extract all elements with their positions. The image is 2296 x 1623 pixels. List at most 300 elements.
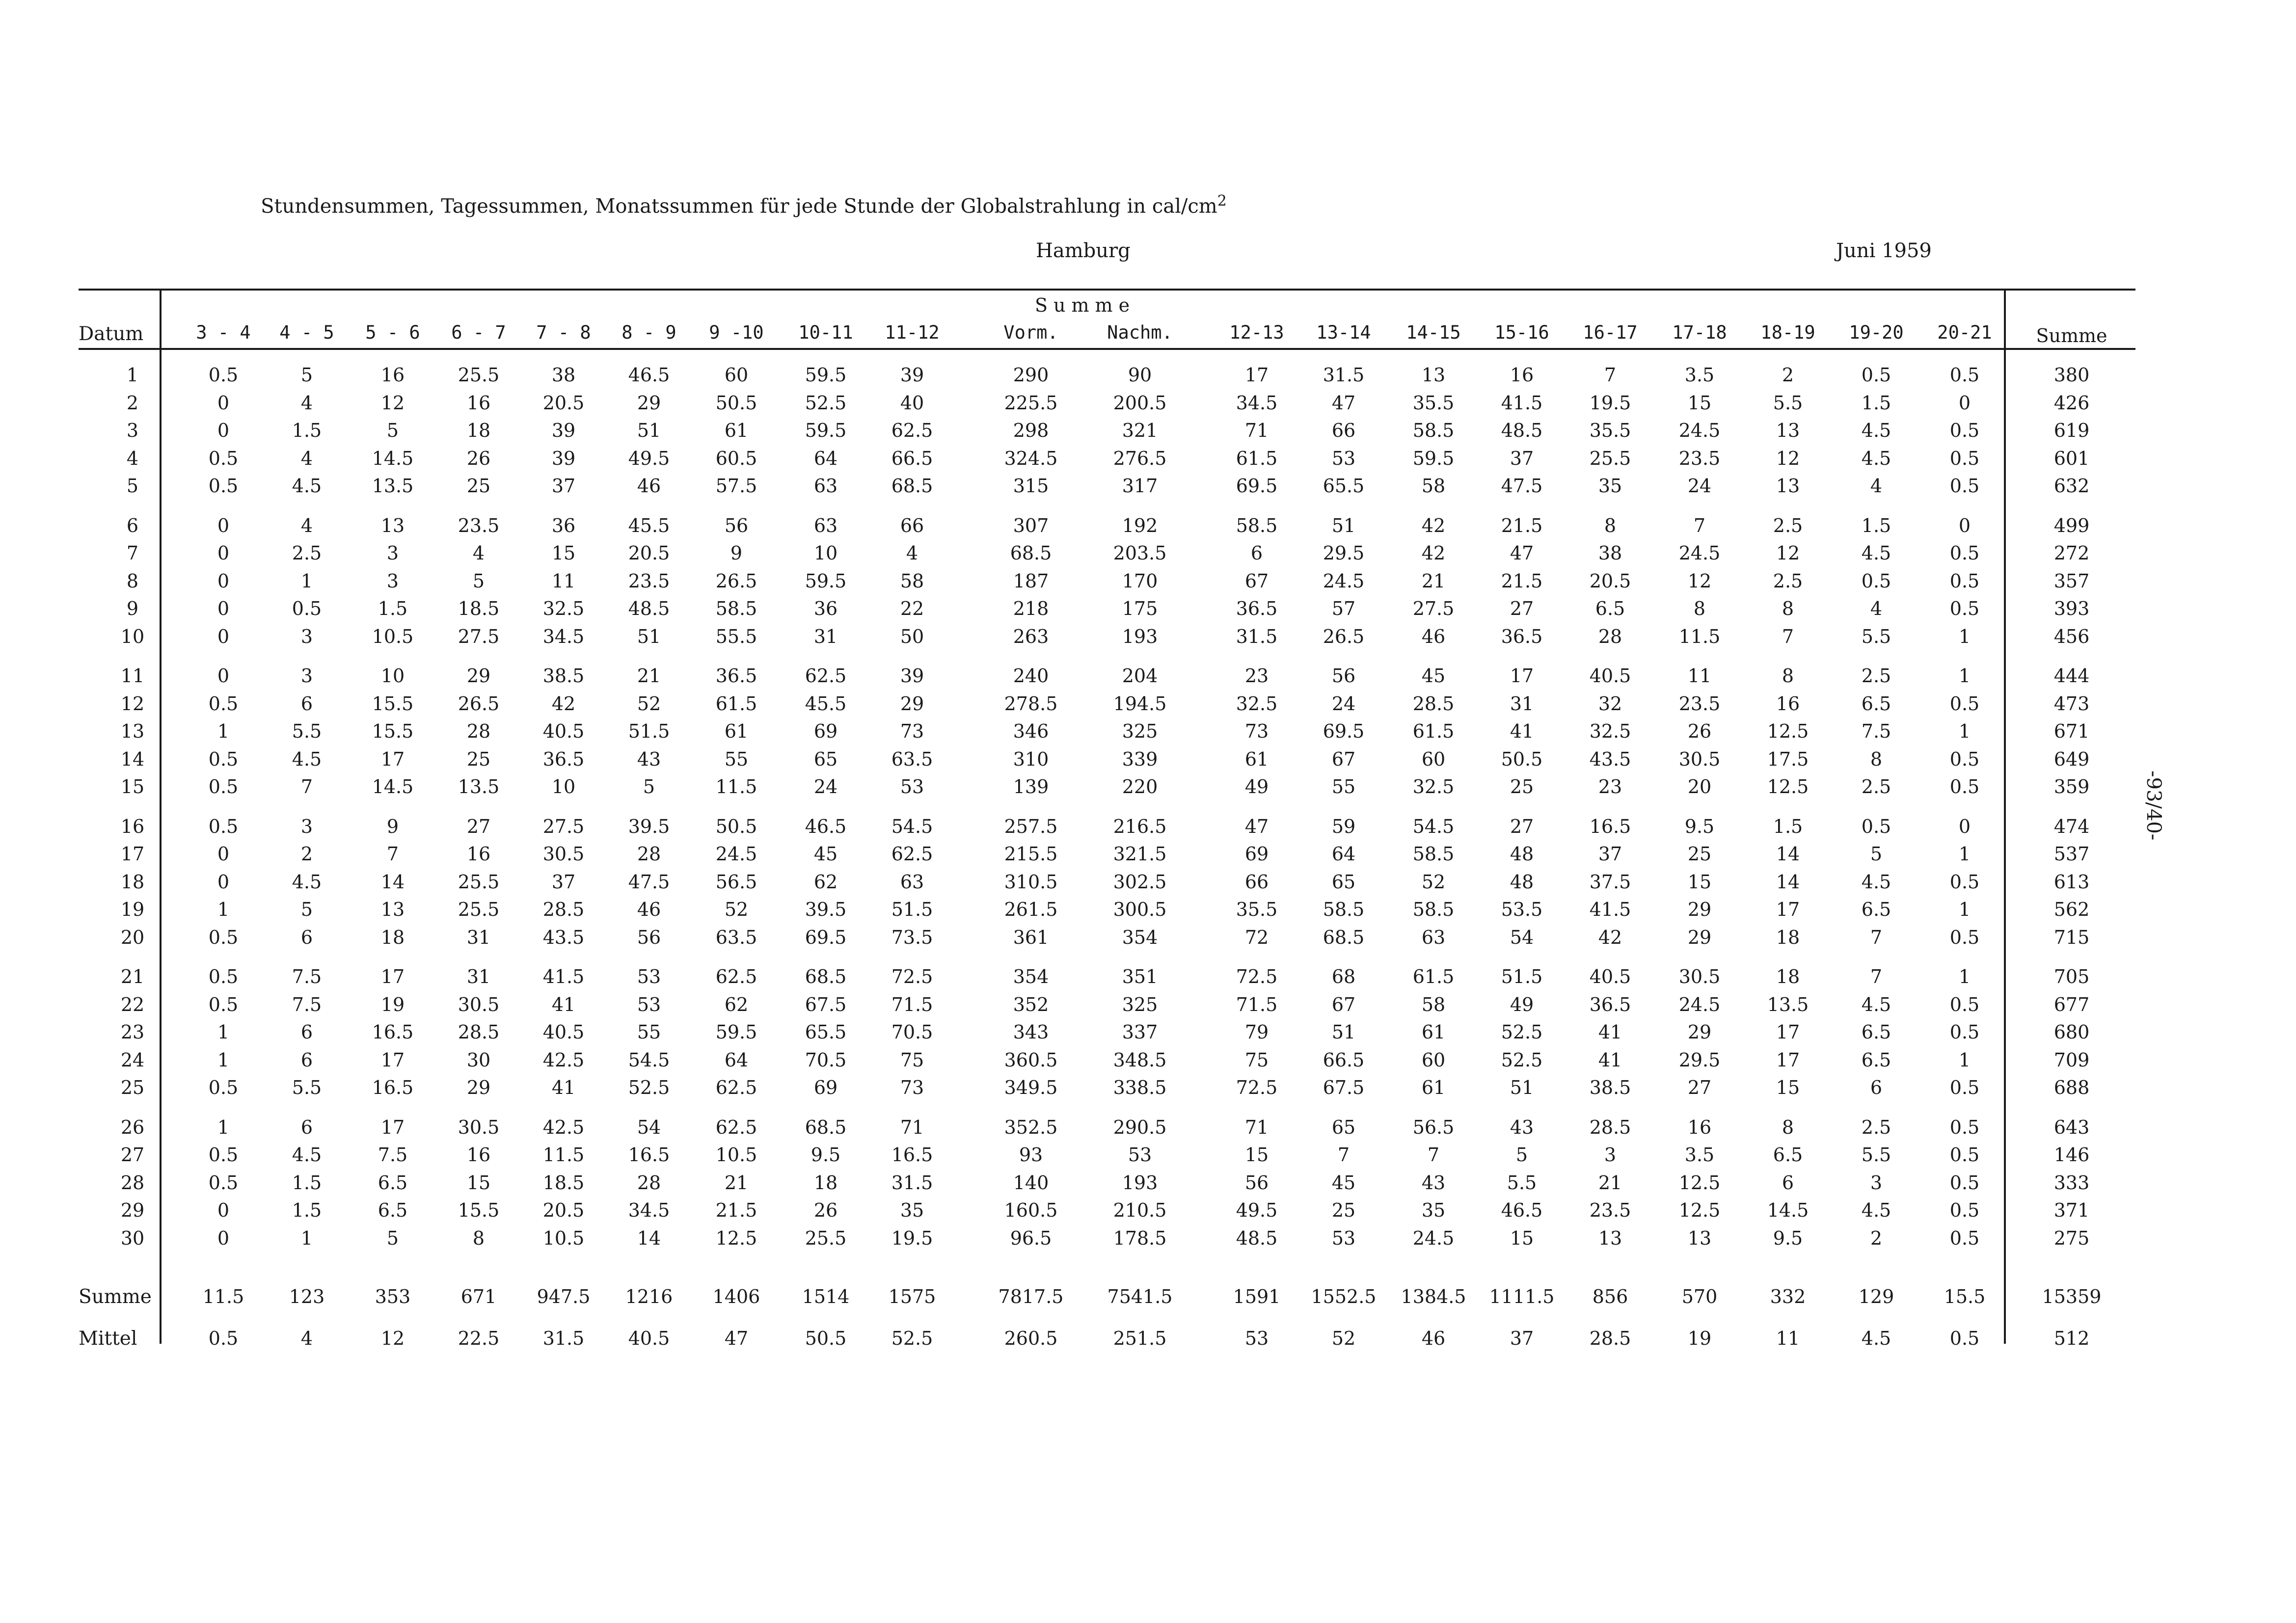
table-cell: 13 xyxy=(1687,1227,1712,1249)
table-cell: 39 xyxy=(900,665,924,687)
table-cell: 65 xyxy=(813,748,838,770)
summe-cell: 123 xyxy=(289,1286,325,1307)
table-cell: 2.5 xyxy=(1861,665,1891,687)
table-cell: 28 xyxy=(1598,625,1622,647)
table-cell: 12 xyxy=(1776,542,1800,564)
table-cell: 73.5 xyxy=(891,926,933,948)
row-date: 5 xyxy=(126,475,139,497)
table-cell: 69 xyxy=(1244,843,1269,865)
table-cell: 37 xyxy=(1510,447,1534,469)
mittel-row-label: Mittel xyxy=(79,1328,137,1350)
table-cell: 14 xyxy=(1776,871,1800,893)
table-cell: 41.5 xyxy=(1589,899,1631,920)
table-cell: 40.5 xyxy=(542,720,585,742)
summe-cell: 11.5 xyxy=(202,1286,244,1307)
table-cell: 10.5 xyxy=(372,625,414,647)
table-cell: 28 xyxy=(637,843,661,865)
table-cell: 55 xyxy=(724,748,749,770)
column-header: 15-16 xyxy=(1494,322,1549,343)
mittel-cell: 50.5 xyxy=(805,1328,847,1349)
table-cell: 4.5 xyxy=(292,871,322,893)
table-cell: 0 xyxy=(217,665,230,687)
table-cell: 52.5 xyxy=(1501,1021,1543,1043)
table-cell: 62.5 xyxy=(891,420,933,441)
table-cell: 16.5 xyxy=(1589,815,1631,837)
row-total: 359 xyxy=(2053,776,2090,798)
table-cell: 61.5 xyxy=(1412,966,1455,987)
table-cell: 0.5 xyxy=(1949,1116,1980,1138)
table-cell: 240 xyxy=(1013,665,1049,687)
row-date: 8 xyxy=(126,570,139,592)
summe-cell: 856 xyxy=(1592,1286,1628,1307)
table-cell: 53 xyxy=(1331,447,1356,469)
table-cell: 23 xyxy=(1598,776,1622,798)
row-total: 671 xyxy=(2053,720,2090,742)
table-cell: 13.5 xyxy=(1767,993,1809,1015)
table-cell: 6 xyxy=(300,1049,313,1071)
table-cell: 29 xyxy=(1687,899,1712,920)
grand-total: 15359 xyxy=(2042,1286,2102,1307)
table-cell: 0.5 xyxy=(1949,776,1980,798)
table-cell: 178.5 xyxy=(1113,1227,1167,1249)
table-cell: 6 xyxy=(300,1116,313,1138)
table-cell: 17 xyxy=(1776,1049,1800,1071)
table-cell: 7 xyxy=(386,843,399,865)
table-cell: 60.5 xyxy=(715,447,757,469)
table-cell: 35 xyxy=(900,1199,924,1221)
table-cell: 25.5 xyxy=(458,899,500,920)
table-cell: 27.5 xyxy=(1412,598,1455,619)
table-cell: 27.5 xyxy=(458,625,500,647)
table-cell: 24 xyxy=(813,776,838,798)
table-cell: 19.5 xyxy=(891,1227,933,1249)
table-cell: 2.5 xyxy=(1861,776,1891,798)
table-cell: 324.5 xyxy=(1004,447,1058,469)
table-cell: 67 xyxy=(1331,748,1356,770)
table-cell: 0.5 xyxy=(208,447,239,469)
summe-divider xyxy=(2004,289,2006,1344)
table-cell: 39 xyxy=(551,447,576,469)
table-cell: 35.5 xyxy=(1412,392,1455,414)
table-cell: 218 xyxy=(1013,598,1049,619)
table-cell: 46 xyxy=(637,899,661,920)
table-cell: 26.5 xyxy=(1323,625,1365,647)
table-cell: 21 xyxy=(1421,570,1446,592)
table-cell: 5.5 xyxy=(1507,1171,1537,1194)
table-cell: 18 xyxy=(1776,926,1800,948)
table-cell: 36.5 xyxy=(1236,598,1278,619)
table-cell: 4.5 xyxy=(1861,447,1891,469)
row-date: 11 xyxy=(120,665,145,687)
table-cell: 39.5 xyxy=(628,815,670,837)
table-cell: 17.5 xyxy=(1767,748,1809,770)
column-header: 6 - 7 xyxy=(451,322,506,343)
table-cell: 0.5 xyxy=(208,815,239,837)
table-cell: 12 xyxy=(1776,447,1800,469)
table-cell: 315 xyxy=(1013,475,1049,497)
table-cell: 302.5 xyxy=(1113,871,1167,893)
table-cell: 343 xyxy=(1013,1021,1049,1043)
table-cell: 26 xyxy=(466,447,491,469)
table-cell: 50 xyxy=(900,625,924,647)
table-cell: 4.5 xyxy=(1861,542,1891,564)
table-cell: 4.5 xyxy=(292,748,322,770)
table-cell: 346 xyxy=(1013,720,1049,742)
table-cell: 73 xyxy=(900,720,924,742)
row-date: 7 xyxy=(126,542,139,564)
table-cell: 0.5 xyxy=(208,776,239,798)
table-cell: 51 xyxy=(1331,1021,1356,1043)
row-total: 357 xyxy=(2053,570,2090,592)
table-cell: 9.5 xyxy=(1684,815,1715,837)
table-cell: 70.5 xyxy=(891,1021,933,1043)
table-cell: 18 xyxy=(380,926,405,948)
table-cell: 10.5 xyxy=(715,1144,757,1166)
table-top-rule xyxy=(79,289,2135,291)
table-cell: 52 xyxy=(637,692,661,715)
table-cell: 68.5 xyxy=(805,1116,847,1138)
table-cell: 16.5 xyxy=(628,1144,670,1166)
table-cell: 66 xyxy=(1244,871,1269,893)
table-cell: 42 xyxy=(551,692,576,715)
table-cell: 8 xyxy=(1604,514,1617,536)
table-cell: 56 xyxy=(1244,1171,1269,1194)
table-cell: 160.5 xyxy=(1004,1199,1058,1221)
table-cell: 79 xyxy=(1244,1021,1269,1043)
table-cell: 28.5 xyxy=(1412,692,1455,715)
table-cell: 40.5 xyxy=(1589,966,1631,987)
table-cell: 35.5 xyxy=(1589,420,1631,441)
table-cell: 61.5 xyxy=(1412,720,1455,742)
table-cell: 43 xyxy=(1510,1116,1534,1138)
table-cell: 5.5 xyxy=(292,720,322,742)
table-cell: 139 xyxy=(1013,776,1049,798)
table-cell: 50.5 xyxy=(715,392,757,414)
table-cell: 15.5 xyxy=(458,1199,500,1221)
table-cell: 0.5 xyxy=(208,692,239,715)
table-cell: 7 xyxy=(1870,966,1883,987)
table-cell: 2.5 xyxy=(1773,514,1803,536)
row-total: 649 xyxy=(2053,748,2090,770)
table-cell: 62.5 xyxy=(805,665,847,687)
table-cell: 41 xyxy=(551,993,576,1015)
table-cell: 1 xyxy=(1958,843,1971,865)
table-cell: 75 xyxy=(900,1049,924,1071)
row-total: 393 xyxy=(2053,598,2090,619)
table-cell: 59.5 xyxy=(1412,447,1455,469)
table-cell: 61 xyxy=(724,420,749,441)
table-cell: 60 xyxy=(1421,748,1446,770)
table-cell: 2.5 xyxy=(292,542,322,564)
table-cell: 71.5 xyxy=(1236,993,1278,1015)
table-cell: 0 xyxy=(1958,514,1971,536)
table-cell: 46 xyxy=(1421,625,1446,647)
table-cell: 0.5 xyxy=(208,993,239,1015)
table-cell: 6.5 xyxy=(378,1199,408,1221)
table-cell: 21.5 xyxy=(1501,514,1543,536)
table-cell: 27 xyxy=(1510,815,1534,837)
table-cell: 1 xyxy=(217,1116,230,1138)
location-label: Hamburg xyxy=(1036,239,1131,262)
table-cell: 62.5 xyxy=(715,1077,757,1098)
table-cell: 31.5 xyxy=(1236,625,1278,647)
table-cell: 290 xyxy=(1013,364,1049,386)
column-header: 19-20 xyxy=(1849,322,1904,343)
table-cell: 204 xyxy=(1122,665,1158,687)
table-cell: 36.5 xyxy=(542,748,585,770)
table-cell: 36.5 xyxy=(1501,625,1543,647)
table-cell: 61.5 xyxy=(1236,447,1278,469)
table-cell: 6 xyxy=(1782,1171,1794,1194)
table-cell: 27 xyxy=(466,815,491,837)
table-cell: 52.5 xyxy=(1501,1049,1543,1071)
table-cell: 50.5 xyxy=(715,815,757,837)
table-cell: 52 xyxy=(724,899,749,920)
table-cell: 4.5 xyxy=(1861,1199,1891,1221)
summe-cell: 1575 xyxy=(888,1286,936,1307)
table-cell: 17 xyxy=(1244,364,1269,386)
table-cell: 2 xyxy=(1782,364,1794,386)
table-cell: 3 xyxy=(300,625,313,647)
table-cell: 45.5 xyxy=(628,514,670,536)
table-cell: 62.5 xyxy=(715,966,757,987)
table-cell: 41 xyxy=(1598,1049,1622,1071)
table-cell: 0.5 xyxy=(1949,1144,1980,1166)
table-cell: 47.5 xyxy=(1501,475,1543,497)
column-header: 10-11 xyxy=(798,322,853,343)
table-cell: 1.5 xyxy=(292,1171,322,1194)
table-cell: 8 xyxy=(1782,598,1794,619)
table-cell: 26 xyxy=(813,1199,838,1221)
table-cell: 8 xyxy=(1782,1116,1794,1138)
table-cell: 41 xyxy=(551,1077,576,1098)
table-cell: 17 xyxy=(380,966,405,987)
column-header: 12-13 xyxy=(1229,322,1284,343)
table-cell: 27.5 xyxy=(542,815,585,837)
table-cell: 29 xyxy=(900,692,924,715)
table-cell: 13 xyxy=(1776,475,1800,497)
row-total: 677 xyxy=(2053,993,2090,1015)
table-title xyxy=(0,192,1487,217)
table-cell: 11.5 xyxy=(715,776,757,798)
table-cell: 66.5 xyxy=(1323,1049,1365,1071)
table-cell: 41 xyxy=(1510,720,1534,742)
table-cell: 0.5 xyxy=(208,1077,239,1098)
table-cell: 30.5 xyxy=(458,993,500,1015)
column-header: 5 - 6 xyxy=(365,322,420,343)
table-cell: 13 xyxy=(1776,420,1800,441)
table-cell: 0.5 xyxy=(1861,815,1891,837)
table-cell: 0.5 xyxy=(1949,420,1980,441)
table-cell: 0.5 xyxy=(1949,1021,1980,1043)
table-cell: 10 xyxy=(380,665,405,687)
table-cell: 52.5 xyxy=(805,392,847,414)
table-cell: 42.5 xyxy=(542,1116,585,1138)
table-cell: 1 xyxy=(1958,720,1971,742)
table-cell: 41 xyxy=(1598,1021,1622,1043)
table-cell: 1.5 xyxy=(1773,815,1803,837)
table-cell: 16 xyxy=(466,392,491,414)
table-cell: 31 xyxy=(813,625,838,647)
table-cell: 65 xyxy=(1331,871,1356,893)
row-total: 709 xyxy=(2053,1049,2090,1071)
row-date: 9 xyxy=(126,598,139,619)
summe-cell: 7541.5 xyxy=(1107,1286,1173,1307)
table-cell: 30.5 xyxy=(1678,966,1721,987)
table-cell: 0 xyxy=(217,598,230,619)
row-date: 14 xyxy=(120,748,145,770)
mittel-cell: 53 xyxy=(1244,1328,1269,1349)
table-cell: 24.5 xyxy=(1678,420,1721,441)
table-cell: 0.5 xyxy=(208,748,239,770)
table-cell: 64 xyxy=(1331,843,1356,865)
table-cell: 5 xyxy=(643,776,655,798)
table-cell: 58 xyxy=(1421,993,1446,1015)
table-cell: 66 xyxy=(1331,420,1356,441)
header-summe-group: Summe xyxy=(1035,294,1136,316)
summe-row-label: Summe xyxy=(79,1286,152,1308)
table-cell: 24.5 xyxy=(1678,542,1721,564)
table-cell: 42 xyxy=(1421,542,1446,564)
table-cell: 72.5 xyxy=(891,966,933,987)
mittel-cell: 40.5 xyxy=(628,1328,670,1349)
table-cell: 28.5 xyxy=(458,1021,500,1043)
table-cell: 16 xyxy=(466,843,491,865)
table-cell: 61.5 xyxy=(715,692,757,715)
table-cell: 45 xyxy=(1421,665,1446,687)
column-header: 14-15 xyxy=(1406,322,1461,343)
table-cell: 0.5 xyxy=(1949,598,1980,619)
mittel-cell: 28.5 xyxy=(1589,1328,1631,1349)
table-cell: 56 xyxy=(724,514,749,536)
table-cell: 225.5 xyxy=(1004,392,1058,414)
table-cell: 0.5 xyxy=(1949,926,1980,948)
table-cell: 38 xyxy=(551,364,576,386)
row-date: 18 xyxy=(120,871,145,893)
table-cell: 35 xyxy=(1598,475,1622,497)
table-cell: 193 xyxy=(1122,625,1158,647)
table-cell: 61 xyxy=(724,720,749,742)
table-cell: 0.5 xyxy=(1949,475,1980,497)
table-cell: 5.5 xyxy=(1861,625,1891,647)
table-cell: 0.5 xyxy=(208,1171,239,1194)
header-bottom-rule xyxy=(79,348,2135,350)
table-cell: 25 xyxy=(1687,843,1712,865)
table-cell: 16.5 xyxy=(372,1077,414,1098)
table-cell: 25 xyxy=(1510,776,1534,798)
table-cell: 15 xyxy=(1687,871,1712,893)
table-cell: 1 xyxy=(1958,899,1971,920)
table-cell: 69.5 xyxy=(805,926,847,948)
table-cell: 31.5 xyxy=(891,1171,933,1194)
table-cell: 17 xyxy=(1776,899,1800,920)
table-cell: 28 xyxy=(637,1171,661,1194)
table-cell: 49.5 xyxy=(1236,1199,1278,1221)
row-date: 19 xyxy=(120,899,145,920)
table-cell: 20.5 xyxy=(628,542,670,564)
mittel-cell: 19 xyxy=(1687,1328,1712,1349)
table-cell: 42 xyxy=(1598,926,1622,948)
table-cell: 12.5 xyxy=(1678,1199,1721,1221)
row-total: 146 xyxy=(2053,1144,2090,1166)
table-cell: 17 xyxy=(1776,1021,1800,1043)
table-cell: 40.5 xyxy=(1589,665,1631,687)
table-cell: 6.5 xyxy=(378,1171,408,1194)
row-date: 23 xyxy=(120,1021,145,1043)
table-cell: 69 xyxy=(813,720,838,742)
table-cell: 26.5 xyxy=(715,570,757,592)
table-cell: 5 xyxy=(472,570,485,592)
table-cell: 71 xyxy=(1244,1116,1269,1138)
table-cell: 203.5 xyxy=(1113,542,1167,564)
row-date: 30 xyxy=(120,1227,145,1249)
row-total: 499 xyxy=(2053,514,2090,536)
column-header: Nachm. xyxy=(1107,322,1173,343)
table-cell: 66 xyxy=(900,514,924,536)
table-cell: 21 xyxy=(1598,1171,1622,1194)
mittel-cell: 47 xyxy=(724,1328,749,1349)
table-cell: 351 xyxy=(1122,966,1158,987)
summe-cell: 671 xyxy=(460,1286,497,1307)
table-cell: 9.5 xyxy=(810,1144,841,1166)
table-cell: 278.5 xyxy=(1004,692,1058,715)
table-cell: 65.5 xyxy=(1323,475,1365,497)
row-date: 20 xyxy=(120,926,145,948)
table-cell: 51.5 xyxy=(628,720,670,742)
table-cell: 15 xyxy=(1244,1144,1269,1166)
table-cell: 1 xyxy=(217,1021,230,1043)
table-cell: 7 xyxy=(1782,625,1794,647)
table-cell: 5.5 xyxy=(1861,1144,1891,1166)
table-cell: 90 xyxy=(1128,364,1152,386)
table-cell: 0.5 xyxy=(1949,748,1980,770)
table-cell: 39.5 xyxy=(805,899,847,920)
table-cell: 28 xyxy=(466,720,491,742)
mittel-cell: 52 xyxy=(1331,1328,1356,1349)
table-cell: 63 xyxy=(813,514,838,536)
table-cell: 58.5 xyxy=(1412,899,1455,920)
table-cell: 48.5 xyxy=(1501,420,1543,441)
row-total: 601 xyxy=(2053,447,2090,469)
row-date: 1 xyxy=(126,364,139,386)
table-cell: 19 xyxy=(380,993,405,1015)
table-cell: 29.5 xyxy=(1323,542,1365,564)
row-date: 10 xyxy=(120,625,145,647)
table-cell: 317 xyxy=(1122,475,1158,497)
table-cell: 22 xyxy=(900,598,924,619)
table-cell: 0.5 xyxy=(1861,364,1891,386)
table-cell: 24 xyxy=(1331,692,1356,715)
table-cell: 187 xyxy=(1013,570,1049,592)
table-cell: 18 xyxy=(466,420,491,441)
table-cell: 0 xyxy=(1958,815,1971,837)
table-cell: 61 xyxy=(1421,1021,1446,1043)
table-cell: 6 xyxy=(300,1021,313,1043)
table-cell: 29 xyxy=(466,665,491,687)
table-cell: 348.5 xyxy=(1113,1049,1167,1071)
table-cell: 58.5 xyxy=(715,598,757,619)
table-cell: 1 xyxy=(300,1227,313,1249)
mittel-cell: 251.5 xyxy=(1113,1328,1167,1349)
table-cell: 0.5 xyxy=(208,926,239,948)
table-cell: 62 xyxy=(724,993,749,1015)
table-cell: 51 xyxy=(1331,514,1356,536)
table-cell: 71 xyxy=(1244,420,1269,441)
row-total: 705 xyxy=(2053,966,2090,987)
table-cell: 65.5 xyxy=(805,1021,847,1043)
table-cell: 1 xyxy=(1958,1049,1971,1071)
table-cell: 4 xyxy=(472,542,485,564)
